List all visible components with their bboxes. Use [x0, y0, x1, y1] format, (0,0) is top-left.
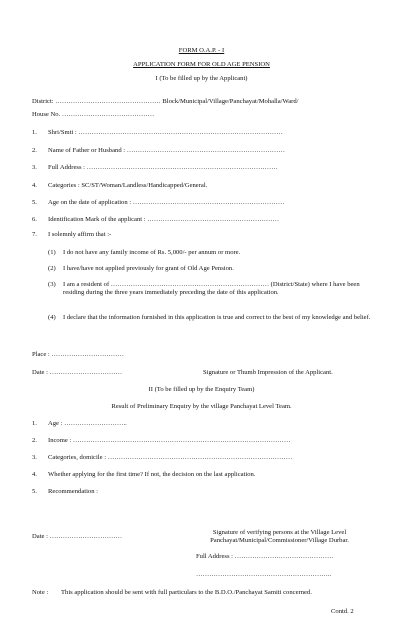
affirmation-text: I have/have not applied previously for grant of Old Age Pension.: [63, 265, 234, 272]
part2-subheading: Result of Preliminary Enquiry by the village Panchayat Level Team.: [111, 403, 292, 410]
part2-heading: II (To be filled up by the Enquiry Team): [148, 386, 255, 393]
item-number: 3.: [32, 164, 37, 171]
verifier-signature: Signature of verifying persons at the Village Level Panchayat/Municipal/Commissioner/Village Durbar.: [210, 529, 349, 545]
form-number: FORM O.A.P. - I: [178, 47, 225, 54]
verifier-full-address-field: Full Address : ………………………………………: [196, 553, 334, 560]
name-field: Shri/Smti : …………………………………………………………………………………: [48, 129, 283, 136]
place-field: Place : ……………………………: [32, 351, 124, 358]
item-number: 4.: [32, 182, 37, 189]
affirmation-text: I do not have any family income of Rs. 5,000/- per annum or more.: [63, 249, 241, 256]
form-title: APPLICATION FORM FOR OLD AGE PENSION: [133, 61, 270, 68]
affirmation-text: I am a resident of ……………………………………………………………… (District/State) where I have been residing during the three years immediately preceding the date of this application.: [63, 281, 360, 297]
applicant-signature: Signature or Thumb Impression of the Applicant.: [203, 369, 333, 376]
house-no-field: House No. ……………………………………: [32, 111, 155, 118]
item-number: 5.: [32, 199, 37, 206]
affirm-heading: I solemnly affirm that :-: [48, 231, 112, 238]
identification-mark-field: Identification Mark of the applicant : ……………………………………………………: [48, 216, 280, 223]
item-number: 2.: [32, 147, 37, 154]
enquiry-income-field: Income : ………………………………………………………………………………………: [48, 437, 291, 444]
affirmation-number: (4): [48, 314, 56, 321]
affirmation-number: (1): [48, 249, 56, 256]
father-husband-field: Name of Father or Husband : ………………………………………………………………: [48, 147, 285, 154]
full-address-field: Full Address : ……………………………………………………………………………: [48, 164, 278, 171]
applicant-date-field: Date : ……………………………: [32, 369, 123, 376]
continued-marker: Contd. 2: [331, 608, 354, 615]
enquiry-categories-field: Categories, domicile : …………………………………………………………………………: [48, 454, 293, 461]
enquiry-age-field: Age : ………………………..: [48, 420, 127, 427]
verifier-date-field: Date : ……………………………: [32, 533, 123, 540]
affirmation-text: I declare that the information furnished in this application is true and correct to the best of my knowledge and belief.: [63, 314, 371, 321]
categories-field: Categories : SC/ST/Woman/Landless/Handicapped/General.: [48, 182, 208, 189]
item-number: 7.: [32, 231, 37, 238]
item-number: 4.: [32, 471, 37, 478]
part1-heading: I (To be filled up by the Applicant): [155, 75, 248, 82]
enquiry-recommendation-field: Recommendation :: [48, 488, 98, 495]
age-field: Age on the date of application : ……………………………………………………………: [48, 199, 285, 206]
district-field: District: ………………………………………… Block/Municipal/Village/Panchayat/Mohalla/Ward/: [32, 98, 299, 105]
note-text: This application should be sent with full particulars to the B.D.O./Panchayat Samiti concerned.: [61, 589, 312, 596]
item-number: 5.: [32, 488, 37, 495]
affirmation-number: (2): [48, 265, 56, 272]
item-number: 6.: [32, 216, 37, 223]
item-number: 3.: [32, 454, 37, 461]
item-number: 1.: [32, 129, 37, 136]
affirmation-number: (3): [48, 281, 56, 288]
item-number: 2.: [32, 437, 37, 444]
note-label: Note :: [32, 589, 49, 596]
verifier-address-continuation: ……………………………………………………..: [196, 571, 332, 578]
item-number: 1.: [32, 420, 37, 427]
enquiry-first-time-field: Whether applying for the first time? If not, the decision on the last application.: [48, 471, 256, 478]
